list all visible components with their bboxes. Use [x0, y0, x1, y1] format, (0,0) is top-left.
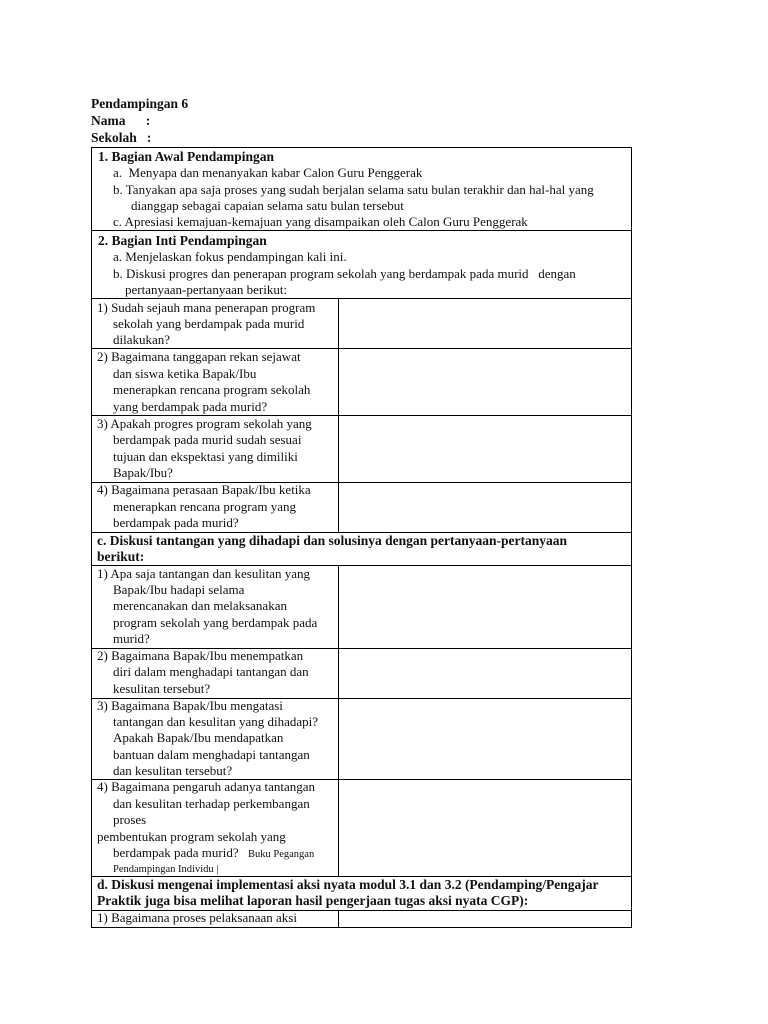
q2-1-answer-cell[interactable]: [338, 298, 632, 349]
sectionD-heading: d. Diskusi mengenai implementasi aksi nyata modul 3.1 dan 3.2 (Pendamping/Pengajar: [97, 877, 599, 892]
nama-label: Nama :: [91, 113, 151, 128]
qc-4-footnote: Buku Pegangan: [248, 849, 315, 860]
q2-3-line: 3) Apakah progres program sekolah yang: [97, 416, 312, 431]
q2-1-line: sekolah yang berdampak pada murid: [113, 316, 305, 331]
qc-2-line: 2) Bagaimana Bapak/Ibu menempatkan: [97, 648, 304, 663]
qc-4-line: dan kesulitan terhadap perkembangan: [113, 796, 310, 811]
section2-heading: 2. Bagian Inti Pendampingan: [98, 233, 267, 248]
qc-1-line: program sekolah yang berdampak pada: [113, 615, 318, 630]
qc-3-answer-cell[interactable]: [338, 698, 632, 780]
q2-4-line: menerapkan rencana program yang: [113, 499, 296, 514]
qc-1-answer-cell[interactable]: [338, 565, 632, 649]
sectionD-heading-cont: Praktik juga bisa melihat laporan hasil pengerjaan tugas aksi nyata CGP):: [97, 893, 529, 908]
q2-4-line: 4) Bagaimana perasaan Bapak/Ibu ketika: [97, 482, 311, 497]
qc-4-line: berdampak pada murid?: [113, 845, 239, 860]
q2-2-answer-cell[interactable]: [338, 348, 632, 416]
qc-4-line: proses: [113, 812, 147, 827]
qc-3-line: Apakah Bapak/Ibu mendapatkan: [113, 730, 284, 745]
qc-3-line: dan kesulitan tersebut?: [113, 763, 233, 778]
qc-3-line: 3) Bagaimana Bapak/Ibu mengatasi: [97, 698, 283, 713]
qc-1-line: Bapak/Ibu hadapi selama: [113, 582, 245, 597]
q2-1-line: dilakukan?: [113, 332, 171, 347]
sectionC-heading: c. Diskusi tantangan yang dihadapi dan solusinya dengan pertanyaan-pertanyaan: [97, 533, 568, 548]
qc-1-line: murid?: [113, 631, 150, 646]
q2-1-line: 1) Sudah sejauh mana penerapan program: [97, 300, 316, 315]
q2-2-line: 2) Bagaimana tanggapan rekan sejawat: [97, 349, 301, 364]
qc-4-answer-cell[interactable]: [338, 779, 632, 877]
qc-3-line: bantuan dalam menghadapi tantangan: [113, 747, 310, 762]
section1-item-a: a. Menyapa dan menanyakan kabar Calon Guru Penggerak: [113, 165, 423, 180]
sekolah-label: Sekolah :: [91, 130, 152, 145]
q2-4-answer-cell[interactable]: [338, 482, 632, 533]
qc-4-line: 4) Bagaimana pengaruh adanya tantangan: [97, 779, 316, 794]
qc-2-line: diri dalam menghadapi tantangan dan: [113, 664, 309, 679]
q2-3-line: berdampak pada murid sudah sesuai: [113, 432, 302, 447]
qc-4-footnote: Pendampingan Individu |: [113, 864, 219, 875]
q2-3-answer-cell[interactable]: [338, 415, 632, 483]
q2-3-line: tujuan dan ekspektasi yang dimiliki: [113, 449, 298, 464]
qd-1-answer-cell[interactable]: [338, 910, 632, 928]
section1-item-b-cont: dianggap sebagai capaian selama satu bulan tersebut: [131, 198, 404, 213]
section2-item-a: a. Menjelaskan fokus pendampingan kali ini.: [113, 249, 347, 264]
section1-item-b: b. Tanyakan apa saja proses yang sudah berjalan selama satu bulan terakhir dan hal-hal yang: [113, 182, 594, 197]
q2-2-line: menerapkan rencana program sekolah: [113, 382, 311, 397]
qd-1-line: 1) Bagaimana proses pelaksanaan aksi: [97, 910, 297, 925]
document-title: Pendampingan 6: [91, 96, 189, 111]
qc-2-line: kesulitan tersebut?: [113, 681, 211, 696]
section2-item-b: b. Diskusi progres dan penerapan program sekolah yang berdampak pada murid dengan: [113, 266, 576, 281]
q2-3-line: Bapak/Ibu?: [113, 465, 173, 480]
section1-item-c: c. Apresiasi kemajuan-kemajuan yang disampaikan oleh Calon Guru Penggerak: [113, 214, 528, 229]
sectionC-heading-cont: berikut:: [97, 549, 145, 564]
section2-item-b-cont: pertanyaan-pertanyaan berikut:: [125, 282, 288, 297]
qc-1-line: merencanakan dan melaksanakan: [113, 598, 287, 613]
qc-4-line: pembentukan program sekolah yang: [97, 829, 286, 844]
q2-2-line: dan siswa ketika Bapak/Ibu: [113, 366, 257, 381]
qc-2-answer-cell[interactable]: [338, 648, 632, 699]
qc-3-line: tantangan dan kesulitan yang dihadapi?: [113, 714, 319, 729]
q2-4-line: berdampak pada murid?: [113, 515, 239, 530]
section1-heading: 1. Bagian Awal Pendampingan: [98, 149, 275, 164]
q2-2-line: yang berdampak pada murid?: [113, 399, 268, 414]
qc-1-line: 1) Apa saja tantangan dan kesulitan yang: [97, 566, 310, 581]
